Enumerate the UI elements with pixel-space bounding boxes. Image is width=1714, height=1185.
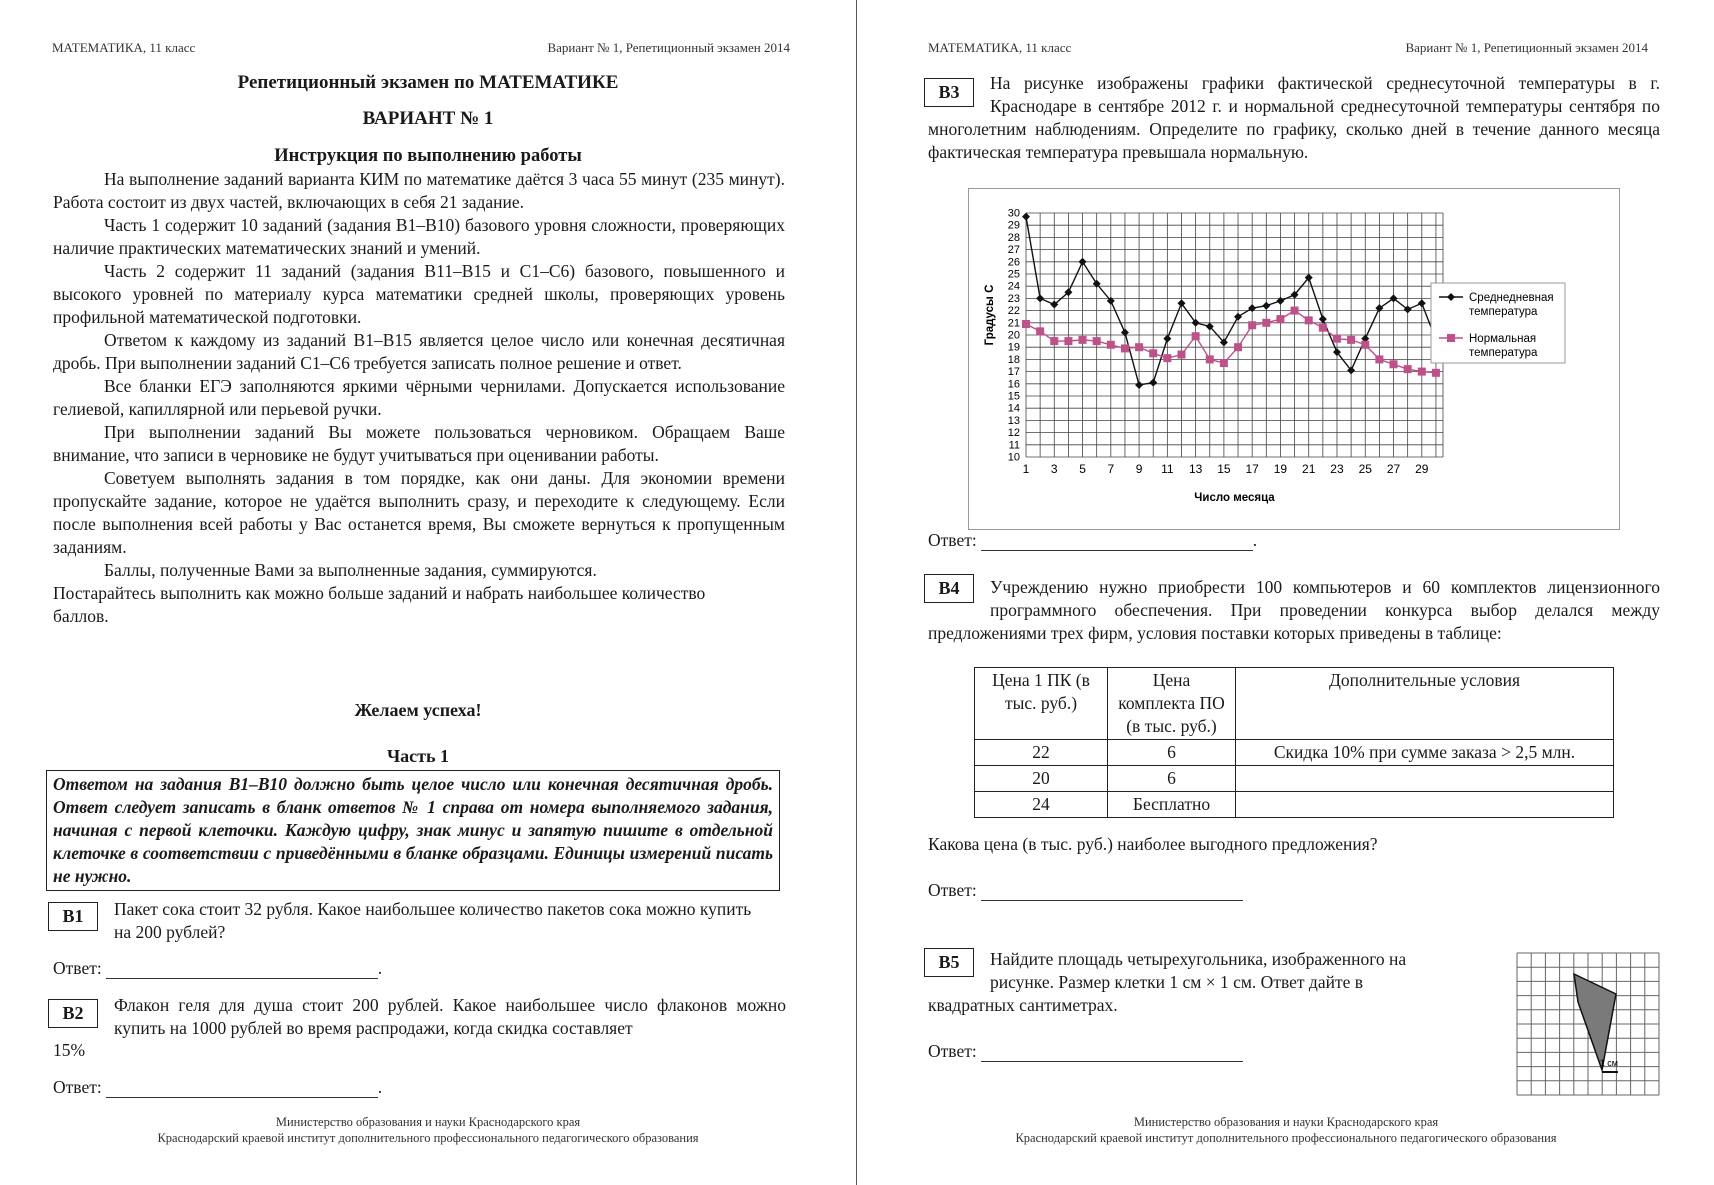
- page-header-subject: МАТЕМАТИКА, 11 класс: [52, 40, 196, 55]
- answer-label: Ответ:: [928, 530, 977, 550]
- x-axis-label: Число месяца: [1194, 492, 1275, 504]
- paragraph: При выполнении заданий Вы можете пользоваться черновиком. Обращаем Ваше внимание, что записи в черновике не будут учитываться при оценивании работы.: [53, 422, 785, 465]
- normal-temperature-point: [1064, 337, 1072, 345]
- temperature-chart: [968, 188, 1620, 530]
- x-tick-label: 1: [1022, 462, 1030, 476]
- actual-temperature-point: [1163, 335, 1171, 343]
- table-cell: 6: [1108, 766, 1236, 792]
- y-axis-label: Градусы С: [984, 284, 996, 346]
- footer-institute: Краснодарский краевой институт дополнительного профессионального педагогического образования: [157, 1131, 699, 1145]
- legend-label: температура: [1469, 306, 1538, 318]
- x-tick-label: 13: [1188, 462, 1203, 476]
- scale-label: 1 см: [1599, 1058, 1618, 1068]
- normal-temperature-point: [1135, 343, 1143, 351]
- x-tick-label: 29: [1415, 462, 1429, 476]
- y-tick-label: 26: [1007, 256, 1020, 269]
- paragraph: Все бланки ЕГЭ заполняются яркими чёрными чернилами. Допускается использование гелиевой, капиллярной или перьевой ручки.: [53, 376, 785, 419]
- footer-ministry: Министерство образования и науки Краснодарского края: [1133, 1115, 1439, 1129]
- task-text-b1: Пакет сока стоит 32 рубля. Какое наибольшее количество пакетов сока можно купить на 200 рублей?: [114, 899, 752, 942]
- answer-period: .: [1252, 530, 1258, 550]
- y-tick-label: 12: [1007, 427, 1020, 440]
- table-cell: [1236, 766, 1614, 792]
- answer-label: Ответ:: [53, 1077, 102, 1097]
- actual-temperature-point: [1149, 379, 1157, 387]
- paragraph: Советуем выполнять задания в том порядке, как они даны. Для экономии времени пропускайте задание, которое не удаётся выполнить сразу, и переходите к следующему. Если после выполнения всей работы у Вас останется время, Вы сможете вернуться к пропущенным заданиям.: [53, 468, 785, 557]
- legend-label: температура: [1469, 347, 1538, 359]
- table-cell: [1236, 792, 1614, 818]
- y-tick-label: 25: [1007, 268, 1020, 281]
- normal-temperature-point: [1319, 324, 1327, 332]
- quadrilateral-shape: [1574, 974, 1616, 1070]
- answer-row-b2: [53, 1077, 382, 1098]
- normal-temperature-point: [1262, 319, 1270, 327]
- y-tick-label: 23: [1007, 292, 1020, 305]
- text-indent-spacer: [928, 948, 990, 994]
- normal-temperature-point: [1220, 359, 1228, 367]
- table-cell: Скидка 10% при сумме заказа > 2,5 млн.: [1236, 740, 1614, 766]
- paragraph: На выполнение заданий варианта КИМ по математике даётся 3 часа 55 минут (235 минут). Работа состоит из двух частей, включающих в себя 21 задание.: [53, 169, 785, 212]
- y-tick-label: 20: [1007, 329, 1020, 342]
- exam-title: Репетиционный экзамен по МАТЕМАТИКЕ: [237, 72, 619, 93]
- task-text-b5-content: Найдите площадь четырехугольника, изображенного на рисунке. Размер клетки 1 см × 1 см. Ответ дайте в квадратных сантиметрах.: [928, 949, 1407, 1015]
- offers-table: [974, 667, 1614, 818]
- normal-temperature-point: [1248, 321, 1256, 329]
- normal-temperature-point: [1093, 337, 1101, 345]
- table-row: [975, 766, 1614, 792]
- normal-temperature-point: [1050, 337, 1058, 345]
- x-tick-label: 27: [1386, 462, 1401, 476]
- task-question-b4: Какова цена (в тыс. руб.) наиболее выгодного предложения?: [928, 834, 1378, 854]
- temperature-chart-svg: [969, 189, 1619, 529]
- x-tick-label: 11: [1161, 462, 1174, 476]
- table-cell: 24: [975, 792, 1108, 818]
- table-cell: 6: [1108, 740, 1236, 766]
- answer-label: Ответ:: [53, 958, 102, 978]
- part-note-box: [46, 770, 780, 891]
- table-row: [975, 792, 1614, 818]
- footer-ministry: Министерство образования и науки Краснодарского края: [275, 1115, 581, 1129]
- actual-temperature-point: [1036, 294, 1044, 302]
- answer-field-b1[interactable]: [106, 960, 378, 979]
- text-indent-spacer: [928, 576, 990, 622]
- task-text-b2-tail: 15%: [53, 1040, 86, 1060]
- variant-title: ВАРИАНТ № 1: [362, 108, 494, 129]
- answer-field-b3[interactable]: [981, 532, 1253, 551]
- y-tick-label: 15: [1007, 390, 1020, 403]
- task-label-b5: В5: [924, 948, 974, 977]
- normal-temperature-point: [1163, 354, 1171, 362]
- y-tick-label: 17: [1007, 366, 1020, 379]
- normal-temperature-point: [1418, 368, 1426, 376]
- answer-label: Ответ:: [928, 880, 977, 900]
- y-tick-label: 22: [1007, 305, 1020, 318]
- normal-temperature-point: [1206, 355, 1214, 363]
- normal-temperature-point: [1375, 355, 1383, 363]
- answer-field-b2[interactable]: [106, 1079, 378, 1098]
- table-header-cell: Цена комплекта ПО (в тыс. руб.): [1108, 668, 1236, 740]
- x-tick-label: 5: [1079, 462, 1086, 476]
- x-tick-label: 15: [1217, 462, 1231, 476]
- x-tick-label: 7: [1107, 462, 1115, 476]
- normal-temperature-point: [1234, 343, 1242, 351]
- normal-temperature-point: [1361, 341, 1369, 349]
- y-tick-label: 29: [1007, 219, 1020, 232]
- normal-temperature-point: [1107, 341, 1115, 349]
- page-header-variant: Вариант № 1, Репетиционный экзамен 2014: [547, 40, 790, 55]
- task-text-b5: [928, 948, 1448, 1017]
- normal-temperature-point: [1149, 349, 1157, 357]
- y-tick-label: 24: [1007, 280, 1020, 293]
- x-tick-label: 17: [1245, 462, 1259, 476]
- paragraph: Ответом к каждому из заданий В1–В15 является целое число или конечная десятичная дробь. При выполнении заданий С1–С6 требуется записать полное решение и ответ.: [53, 330, 785, 373]
- normal-temperature-point: [1305, 316, 1313, 324]
- y-tick-label: 28: [1007, 231, 1020, 244]
- normal-temperature-point: [1432, 369, 1440, 377]
- normal-temperature-point: [1177, 351, 1185, 359]
- x-tick-label: 19: [1273, 462, 1288, 476]
- task-text-b3: [928, 72, 1660, 164]
- instructions-title: Инструкция по выполнению работы: [274, 146, 582, 166]
- task-label-b2: В2: [48, 999, 98, 1028]
- legend-label: Нормальная: [1469, 333, 1537, 345]
- y-tick-label: 30: [1007, 207, 1020, 220]
- quadrilateral-figure: [1516, 952, 1662, 1096]
- normal-temperature-point: [1276, 315, 1284, 323]
- text-indent-spacer: [928, 72, 990, 118]
- y-tick-label: 16: [1007, 378, 1020, 391]
- table-header-row: [975, 668, 1614, 740]
- normal-temperature-point: [1291, 307, 1299, 315]
- task-text-b4: [928, 576, 1660, 645]
- actual-temperature-point: [1262, 302, 1270, 310]
- y-tick-label: 19: [1007, 341, 1020, 354]
- table-header-cell: Цена 1 ПК (в тыс. руб.): [975, 668, 1108, 740]
- x-tick-label: 3: [1050, 462, 1058, 476]
- table-cell: 20: [975, 766, 1108, 792]
- scores-note: Баллы, полученные Вами за выполненные задания, суммируются.: [104, 560, 597, 580]
- table-header-cell: Дополнительные условия: [1236, 668, 1614, 740]
- x-tick-label: 9: [1135, 462, 1143, 476]
- normal-temperature-point: [1121, 344, 1129, 352]
- task-text-b2: Флакон геля для душа стоит 200 рублей. Какое наибольшее число флаконов можно купить на 1000 рублей во время распродажи, когда скидка составляет: [114, 995, 786, 1038]
- footer: [0, 1114, 856, 1146]
- table-cell: 22: [975, 740, 1108, 766]
- task-label-b4: В4: [924, 574, 974, 603]
- instructions-body: [53, 168, 785, 628]
- scores-advice: Постарайтесь выполнить как можно больше заданий и набрать наибольшее количество баллов.: [53, 583, 706, 626]
- x-tick-label: 23: [1330, 462, 1344, 476]
- answer-row-b1: [53, 958, 382, 979]
- task-label-b1: В1: [48, 902, 98, 931]
- normal-temperature-point: [1036, 327, 1044, 335]
- actual-temperature-point: [1079, 258, 1087, 266]
- answer-row-b5: [928, 1041, 1243, 1062]
- left-page: [0, 0, 856, 1185]
- normal-temperature-point: [1022, 320, 1030, 328]
- footer-institute: Краснодарский краевой институт дополнительного профессионального педагогического образования: [1015, 1131, 1557, 1145]
- legend-label: Среднедневная: [1469, 292, 1554, 304]
- actual-temperature-point: [1319, 315, 1327, 323]
- actual-temperature-point: [1234, 313, 1242, 321]
- normal-temperature-point: [1079, 336, 1087, 344]
- part-note-text: Ответом на задания В1–В10 должно быть целое число или конечная десятичная дробь. Ответ следует записать в бланк ответов № 1 справа от номера выполняемого задания, начиная с первой клеточки. Каждую цифру, знак минус и запятую пишите в отдельной клеточке в соответствии с приведёнными в бланке образцами. Единицы измерений писать не нужно.: [53, 774, 773, 886]
- right-page: [858, 0, 1714, 1185]
- table-row: [975, 740, 1614, 766]
- y-tick-label: 11: [1008, 439, 1020, 452]
- answer-period: .: [377, 1077, 383, 1097]
- y-tick-label: 13: [1007, 414, 1020, 427]
- answer-label: Ответ:: [928, 1041, 977, 1061]
- footer: [858, 1114, 1714, 1146]
- normal-temperature-point: [1347, 336, 1355, 344]
- actual-temperature-point: [1418, 299, 1426, 307]
- normal-temperature-point: [1192, 332, 1200, 340]
- normal-temperature-point: [1404, 365, 1412, 373]
- actual-temperature-point: [1135, 381, 1143, 389]
- answer-field-b5[interactable]: [981, 1043, 1243, 1062]
- page-divider: [856, 0, 857, 1185]
- y-tick-label: 10: [1007, 451, 1020, 464]
- task-label-b3: В3: [924, 78, 974, 107]
- y-tick-label: 27: [1007, 244, 1020, 257]
- answer-field-b4[interactable]: [981, 882, 1243, 901]
- x-tick-label: 25: [1358, 462, 1372, 476]
- paragraph: Часть 1 содержит 10 заданий (задания В1–В10) базового уровня сложности, проверяющих наличие практических математических знаний и умений.: [53, 215, 785, 258]
- task-text-b3-content: На рисунке изображены графики фактической среднесуточной температуры в г. Краснодаре в сентябре 2012 г. и нормальной среднесуточной температуры сентября по многолетним наблюдениям. Определите по графику, сколько дней в течение данного месяца фактическая температура превышала нормальную.: [928, 73, 1660, 162]
- legend-marker: [1447, 334, 1455, 342]
- answer-row-b4: [928, 880, 1243, 901]
- page-header-variant: Вариант № 1, Репетиционный экзамен 2014: [1405, 40, 1648, 55]
- task-text-b4-content: Учреждению нужно приобрести 100 компьютеров и 60 комплектов лицензионного программного обеспечения. При проведении конкурса выбор делался между предложениями трех фирм, условия поставки которых приведены в таблице:: [928, 577, 1660, 643]
- y-tick-label: 14: [1007, 402, 1020, 415]
- paragraph: Часть 2 содержит 11 заданий (задания В11–В15 и С1–С6) базового, повышенного и высокого уровней по материалу курса математики средней школы, проверяющих уровень профильной математической подготовки.: [53, 261, 785, 327]
- wish-text: Желаем успеха!: [354, 700, 482, 720]
- answer-period: .: [377, 958, 383, 978]
- y-tick-label: 18: [1007, 353, 1020, 366]
- y-tick-label: 21: [1007, 317, 1020, 330]
- normal-temperature-point: [1390, 360, 1398, 368]
- x-tick-label: 21: [1302, 462, 1316, 476]
- part-title: Часть 1: [386, 746, 450, 766]
- answer-row-b3: [928, 530, 1257, 551]
- page-header-subject: МАТЕМАТИКА, 11 класс: [928, 40, 1072, 55]
- table-cell: Бесплатно: [1108, 792, 1236, 818]
- actual-temperature-point: [1022, 213, 1030, 221]
- normal-temperature-point: [1333, 335, 1341, 343]
